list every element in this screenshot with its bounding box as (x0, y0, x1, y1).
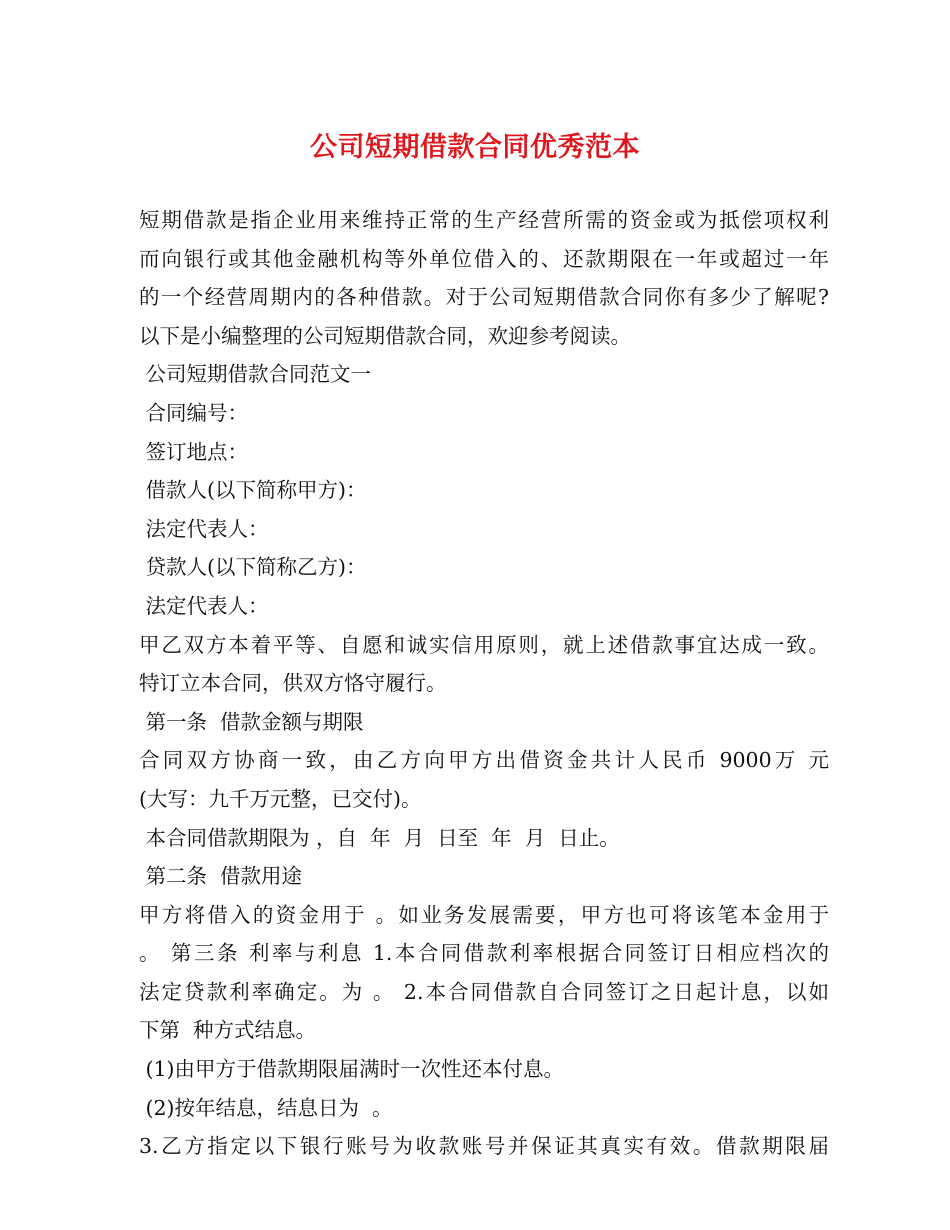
contract-field-representative: 法定代表人： (139, 516, 269, 541)
document-body (139, 201, 829, 1166)
contract-field-number: 合同编号： (139, 400, 249, 425)
paragraph-line: 3.乙方指定以下银行账号为收款账号并保证其真实有效。借款期限届 (139, 1134, 829, 1159)
paragraph-line: 下第 种方式结息。 (139, 1018, 317, 1043)
contract-field-borrower: 借款人(以下简称甲方)： (139, 478, 367, 503)
paragraph-line: 本合同借款期限为 ，自 年 月 日至 年 月 日止。 (139, 825, 620, 850)
paragraph-line: 以下是小编整理的公司短期借款合同，欢迎参考阅读。 (139, 323, 631, 348)
paragraph-line: 短期借款是指企业用来维持正常的生产经营所需的资金或为抵偿项权利 (139, 208, 829, 232)
paragraph-line: 的一个经营周期内的各种借款。对于公司短期借款合同你有多少了解呢? (139, 285, 829, 310)
paragraph-line: 而向银行或其他金融机构等外单位借入的、还款期限在一年或超过一年 (139, 246, 829, 271)
paragraph-line: 法定贷款利率确定。为 。 2.本合同借款自合同签订之日起计息，以如 (139, 979, 829, 1004)
paragraph-line: 甲乙双方本着平等、自愿和诚实信用原则，就上述借款事宜达成一致。 (139, 632, 829, 657)
paragraph-line: (大写：九千万元整，已交付)。 (139, 786, 422, 811)
paragraph-line: 特订立本合同，供双方恪守履行。 (139, 671, 447, 696)
list-item: (1)由甲方于借款期限届满时一次性还本付息。 (139, 1057, 565, 1082)
article-heading: 第一条 借款金额与期限 (139, 709, 364, 734)
section-heading: 公司短期借款合同范文一 (139, 362, 372, 387)
list-item: (2)按年结息，结息日为 。 (139, 1095, 393, 1120)
contract-field-lender: 贷款人(以下简称乙方)： (139, 555, 367, 580)
document-title: 公司短期借款合同优秀范本 (310, 132, 640, 163)
article-heading: 第二条 借款用途 (139, 864, 303, 889)
paragraph-line: 甲方将借入的资金用于 。如业务发展需要，甲方也可将该笔本金用于 (139, 902, 829, 927)
contract-field-representative: 法定代表人： (139, 593, 269, 618)
contract-field-place: 签订地点： (139, 439, 249, 464)
paragraph-line: 合同双方协商一致，由乙方向甲方出借资金共计人民币 9000万 元 (139, 748, 829, 773)
paragraph-line: 。 第三条 利率与利息 1.本合同借款利率根据合同签订日相应档次的 (139, 941, 829, 966)
